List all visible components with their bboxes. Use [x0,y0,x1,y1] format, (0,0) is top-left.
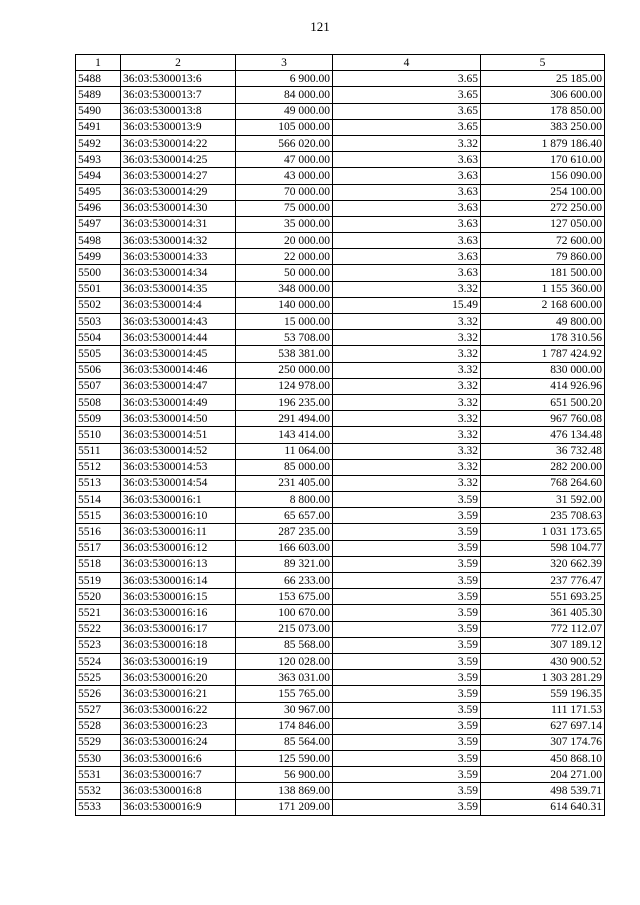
table-row [76,71,605,87]
rate-cell: 3.32 [333,135,481,151]
value-cell: 100 670.00 [236,605,333,621]
value-cell: 171 209.00 [236,799,333,815]
cadastral-number-cell: 36:03:5300013:6 [121,71,236,87]
row-number-cell: 5503 [76,314,121,330]
rate-cell: 3.59 [333,751,481,767]
rate-cell: 3.59 [333,767,481,783]
row-number-cell: 5510 [76,427,121,443]
value-cell: 143 414.00 [236,427,333,443]
rate-cell: 3.59 [333,492,481,508]
amount-cell: 204 271.00 [481,767,605,783]
row-number-cell: 5500 [76,265,121,281]
value-cell: 166 603.00 [236,540,333,556]
row-number-cell: 5523 [76,637,121,653]
rate-cell: 3.59 [333,573,481,589]
value-cell: 84 000.00 [236,87,333,103]
cadastral-number-cell: 36:03:5300016:21 [121,686,236,702]
row-number-cell: 5496 [76,200,121,216]
table-row [76,168,605,184]
table-row [76,249,605,265]
value-cell: 89 321.00 [236,556,333,572]
amount-cell: 598 104.77 [481,540,605,556]
rate-cell: 3.65 [333,87,481,103]
value-cell: 56 900.00 [236,767,333,783]
row-number-cell: 5499 [76,249,121,265]
value-cell: 215 073.00 [236,621,333,637]
value-cell: 138 869.00 [236,783,333,799]
value-cell: 538 381.00 [236,346,333,362]
rate-cell: 3.59 [333,783,481,799]
row-number-cell: 5493 [76,152,121,168]
cadastral-number-cell: 36:03:5300016:15 [121,589,236,605]
table-row [76,378,605,394]
column-header-3: 3 [236,55,333,71]
amount-cell: 450 868.10 [481,751,605,767]
row-number-cell: 5501 [76,281,121,297]
table-row [76,605,605,621]
value-cell: 22 000.00 [236,249,333,265]
amount-cell: 1 879 186.40 [481,135,605,151]
rate-cell: 3.63 [333,265,481,281]
rate-cell: 3.32 [333,443,481,459]
cadastral-number-cell: 36:03:5300014:52 [121,443,236,459]
amount-cell: 170 610.00 [481,152,605,168]
table-row [76,702,605,718]
row-number-cell: 5524 [76,653,121,669]
row-number-cell: 5490 [76,103,121,119]
table-row [76,508,605,524]
cadastral-number-cell: 36:03:5300014:31 [121,216,236,232]
row-number-cell: 5522 [76,621,121,637]
row-number-cell: 5532 [76,783,121,799]
amount-cell: 614 640.31 [481,799,605,815]
value-cell: 250 000.00 [236,362,333,378]
amount-cell: 254 100.00 [481,184,605,200]
row-number-cell: 5494 [76,168,121,184]
value-cell: 287 235.00 [236,524,333,540]
column-header-1: 1 [76,55,121,71]
value-cell: 30 967.00 [236,702,333,718]
table-row [76,556,605,572]
table-row [76,119,605,135]
cadastral-number-cell: 36:03:5300014:53 [121,459,236,475]
amount-cell: 111 171.53 [481,702,605,718]
cadastral-number-cell: 36:03:5300014:50 [121,411,236,427]
value-cell: 35 000.00 [236,216,333,232]
cadastral-number-cell: 36:03:5300016:17 [121,621,236,637]
table-row [76,314,605,330]
amount-cell: 156 090.00 [481,168,605,184]
cadastral-number-cell: 36:03:5300014:44 [121,330,236,346]
cadastral-number-cell: 36:03:5300014:25 [121,152,236,168]
cadastral-number-cell: 36:03:5300014:30 [121,200,236,216]
table-row [76,524,605,540]
cadastral-number-cell: 36:03:5300014:49 [121,394,236,410]
row-number-cell: 5506 [76,362,121,378]
rate-cell: 3.32 [333,427,481,443]
value-cell: 70 000.00 [236,184,333,200]
amount-cell: 127 050.00 [481,216,605,232]
table-row [76,670,605,686]
value-cell: 43 000.00 [236,168,333,184]
cadastral-number-cell: 36:03:5300014:34 [121,265,236,281]
table-row [76,216,605,232]
cadastral-number-cell: 36:03:5300016:18 [121,637,236,653]
table-row [76,767,605,783]
row-number-cell: 5495 [76,184,121,200]
amount-cell: 1 787 424.92 [481,346,605,362]
table-row [76,443,605,459]
amount-cell: 830 000.00 [481,362,605,378]
table-row [76,718,605,734]
amount-cell: 25 185.00 [481,71,605,87]
amount-cell: 383 250.00 [481,119,605,135]
rate-cell: 3.32 [333,330,481,346]
value-cell: 125 590.00 [236,751,333,767]
rate-cell: 3.63 [333,216,481,232]
amount-cell: 79 860.00 [481,249,605,265]
row-number-cell: 5497 [76,216,121,232]
amount-cell: 498 539.71 [481,783,605,799]
row-number-cell: 5508 [76,394,121,410]
cadastral-number-cell: 36:03:5300014:32 [121,233,236,249]
value-cell: 85 000.00 [236,459,333,475]
table-row [76,637,605,653]
row-number-cell: 5533 [76,799,121,815]
cadastral-number-cell: 36:03:5300016:24 [121,734,236,750]
cadastral-number-cell: 36:03:5300013:8 [121,103,236,119]
table-row [76,492,605,508]
value-cell: 8 800.00 [236,492,333,508]
rate-cell: 3.32 [333,314,481,330]
rate-cell: 3.59 [333,734,481,750]
amount-cell: 306 600.00 [481,87,605,103]
row-number-cell: 5528 [76,718,121,734]
cadastral-number-cell: 36:03:5300014:29 [121,184,236,200]
cadastral-number-cell: 36:03:5300016:10 [121,508,236,524]
rate-cell: 3.65 [333,119,481,135]
amount-cell: 361 405.30 [481,605,605,621]
value-cell: 363 031.00 [236,670,333,686]
row-number-cell: 5518 [76,556,121,572]
table-row [76,265,605,281]
cadastral-number-cell: 36:03:5300013:7 [121,87,236,103]
table-row [76,799,605,815]
row-number-cell: 5531 [76,767,121,783]
cadastral-number-cell: 36:03:5300014:54 [121,475,236,491]
rate-cell: 3.59 [333,556,481,572]
rate-cell: 3.59 [333,637,481,653]
amount-cell: 414 926.96 [481,378,605,394]
amount-cell: 1 155 360.00 [481,281,605,297]
amount-cell: 320 662.39 [481,556,605,572]
amount-cell: 237 776.47 [481,573,605,589]
amount-cell: 2 168 600.00 [481,297,605,313]
value-cell: 15 000.00 [236,314,333,330]
amount-cell: 627 697.14 [481,718,605,734]
cadastral-number-cell: 36:03:5300016:6 [121,751,236,767]
table-row [76,330,605,346]
table-row [76,427,605,443]
table-body [76,71,605,816]
table-row [76,783,605,799]
row-number-cell: 5492 [76,135,121,151]
rate-cell: 3.59 [333,799,481,815]
cadastral-number-cell: 36:03:5300016:16 [121,605,236,621]
amount-cell: 282 200.00 [481,459,605,475]
table-row [76,362,605,378]
table-row [76,103,605,119]
amount-cell: 181 500.00 [481,265,605,281]
row-number-cell: 5498 [76,233,121,249]
amount-cell: 651 500.20 [481,394,605,410]
table-row [76,573,605,589]
row-number-cell: 5491 [76,119,121,135]
rate-cell: 3.63 [333,249,481,265]
rate-cell: 3.59 [333,702,481,718]
value-cell: 49 000.00 [236,103,333,119]
cadastral-number-cell: 36:03:5300014:33 [121,249,236,265]
rate-cell: 3.32 [333,362,481,378]
table-row [76,87,605,103]
cadastral-number-cell: 36:03:5300014:27 [121,168,236,184]
cadastral-number-cell: 36:03:5300016:19 [121,653,236,669]
cadastral-number-cell: 36:03:5300016:13 [121,556,236,572]
rate-cell: 3.32 [333,459,481,475]
amount-cell: 72 600.00 [481,233,605,249]
cadastral-number-cell: 36:03:5300016:14 [121,573,236,589]
table-row [76,135,605,151]
rate-cell: 3.59 [333,508,481,524]
rate-cell: 3.32 [333,394,481,410]
value-cell: 124 978.00 [236,378,333,394]
rate-cell: 3.32 [333,378,481,394]
value-cell: 11 064.00 [236,443,333,459]
table-row [76,200,605,216]
amount-cell: 31 592.00 [481,492,605,508]
table-row [76,540,605,556]
amount-cell: 772 112.07 [481,621,605,637]
rate-cell: 3.63 [333,184,481,200]
rate-cell: 15.49 [333,297,481,313]
cadastral-number-cell: 36:03:5300016:8 [121,783,236,799]
amount-cell: 476 134.48 [481,427,605,443]
cadastral-number-cell: 36:03:5300016:11 [121,524,236,540]
rate-cell: 3.32 [333,475,481,491]
row-number-cell: 5514 [76,492,121,508]
rate-cell: 3.59 [333,589,481,605]
rate-cell: 3.59 [333,686,481,702]
value-cell: 348 000.00 [236,281,333,297]
cadastral-number-cell: 36:03:5300016:7 [121,767,236,783]
cadastral-number-cell: 36:03:5300016:12 [121,540,236,556]
amount-cell: 36 732.48 [481,443,605,459]
table-row [76,411,605,427]
row-number-cell: 5512 [76,459,121,475]
amount-cell: 559 196.35 [481,686,605,702]
row-number-cell: 5527 [76,702,121,718]
data-table [75,54,605,816]
row-number-cell: 5502 [76,297,121,313]
value-cell: 174 846.00 [236,718,333,734]
value-cell: 105 000.00 [236,119,333,135]
table-row [76,233,605,249]
rate-cell: 3.63 [333,152,481,168]
row-number-cell: 5513 [76,475,121,491]
row-number-cell: 5526 [76,686,121,702]
rate-cell: 3.59 [333,670,481,686]
column-header-5: 5 [481,55,605,71]
value-cell: 140 000.00 [236,297,333,313]
value-cell: 120 028.00 [236,653,333,669]
cadastral-number-cell: 36:03:5300016:22 [121,702,236,718]
rate-cell: 3.63 [333,200,481,216]
table-row [76,621,605,637]
rate-cell: 3.65 [333,103,481,119]
table-row [76,475,605,491]
column-header-4: 4 [333,55,481,71]
row-number-cell: 5504 [76,330,121,346]
row-number-cell: 5520 [76,589,121,605]
value-cell: 85 568.00 [236,637,333,653]
table-header-row [76,55,605,71]
amount-cell: 768 264.60 [481,475,605,491]
cadastral-number-cell: 36:03:5300014:45 [121,346,236,362]
table-row [76,653,605,669]
rate-cell: 3.63 [333,233,481,249]
table-row [76,281,605,297]
table-row [76,734,605,750]
rate-cell: 3.59 [333,621,481,637]
table-row [76,346,605,362]
cadastral-number-cell: 36:03:5300016:23 [121,718,236,734]
table-row [76,686,605,702]
rate-cell: 3.32 [333,411,481,427]
amount-cell: 178 850.00 [481,103,605,119]
row-number-cell: 5519 [76,573,121,589]
rate-cell: 3.32 [333,346,481,362]
row-number-cell: 5511 [76,443,121,459]
rate-cell: 3.65 [333,71,481,87]
row-number-cell: 5509 [76,411,121,427]
value-cell: 566 020.00 [236,135,333,151]
amount-cell: 49 800.00 [481,314,605,330]
value-cell: 85 564.00 [236,734,333,750]
rate-cell: 3.63 [333,168,481,184]
table-row [76,184,605,200]
row-number-cell: 5489 [76,87,121,103]
amount-cell: 307 174.76 [481,734,605,750]
amount-cell: 967 760.08 [481,411,605,427]
row-number-cell: 5529 [76,734,121,750]
row-number-cell: 5505 [76,346,121,362]
value-cell: 65 657.00 [236,508,333,524]
amount-cell: 235 708.63 [481,508,605,524]
table-row [76,152,605,168]
value-cell: 291 494.00 [236,411,333,427]
row-number-cell: 5530 [76,751,121,767]
rate-cell: 3.59 [333,718,481,734]
page-number: 121 [310,19,330,34]
cadastral-number-cell: 36:03:5300016:20 [121,670,236,686]
cadastral-number-cell: 36:03:5300013:9 [121,119,236,135]
value-cell: 231 405.00 [236,475,333,491]
cadastral-number-cell: 36:03:5300016:1 [121,492,236,508]
cadastral-number-cell: 36:03:5300014:46 [121,362,236,378]
row-number-cell: 5525 [76,670,121,686]
table-row [76,297,605,313]
row-number-cell: 5517 [76,540,121,556]
row-number-cell: 5488 [76,71,121,87]
value-cell: 155 765.00 [236,686,333,702]
value-cell: 50 000.00 [236,265,333,281]
rate-cell: 3.59 [333,540,481,556]
value-cell: 66 233.00 [236,573,333,589]
table-row [76,751,605,767]
value-cell: 47 000.00 [236,152,333,168]
rate-cell: 3.32 [333,281,481,297]
row-number-cell: 5521 [76,605,121,621]
row-number-cell: 5507 [76,378,121,394]
amount-cell: 430 900.52 [481,653,605,669]
amount-cell: 551 693.25 [481,589,605,605]
rate-cell: 3.59 [333,653,481,669]
amount-cell: 307 189.12 [481,637,605,653]
cadastral-number-cell: 36:03:5300014:4 [121,297,236,313]
cadastral-number-cell: 36:03:5300014:43 [121,314,236,330]
row-number-cell: 5516 [76,524,121,540]
rate-cell: 3.59 [333,524,481,540]
value-cell: 75 000.00 [236,200,333,216]
value-cell: 6 900.00 [236,71,333,87]
amount-cell: 178 310.56 [481,330,605,346]
row-number-cell: 5515 [76,508,121,524]
amount-cell: 272 250.00 [481,200,605,216]
table-row [76,589,605,605]
value-cell: 20 000.00 [236,233,333,249]
rate-cell: 3.59 [333,605,481,621]
cadastral-number-cell: 36:03:5300014:51 [121,427,236,443]
value-cell: 196 235.00 [236,394,333,410]
cadastral-number-cell: 36:03:5300016:9 [121,799,236,815]
cadastral-number-cell: 36:03:5300014:22 [121,135,236,151]
table-row [76,459,605,475]
cadastral-number-cell: 36:03:5300014:47 [121,378,236,394]
value-cell: 153 675.00 [236,589,333,605]
column-header-2: 2 [121,55,236,71]
table-row [76,394,605,410]
amount-cell: 1 031 173.65 [481,524,605,540]
amount-cell: 1 303 281.29 [481,670,605,686]
value-cell: 53 708.00 [236,330,333,346]
cadastral-number-cell: 36:03:5300014:35 [121,281,236,297]
